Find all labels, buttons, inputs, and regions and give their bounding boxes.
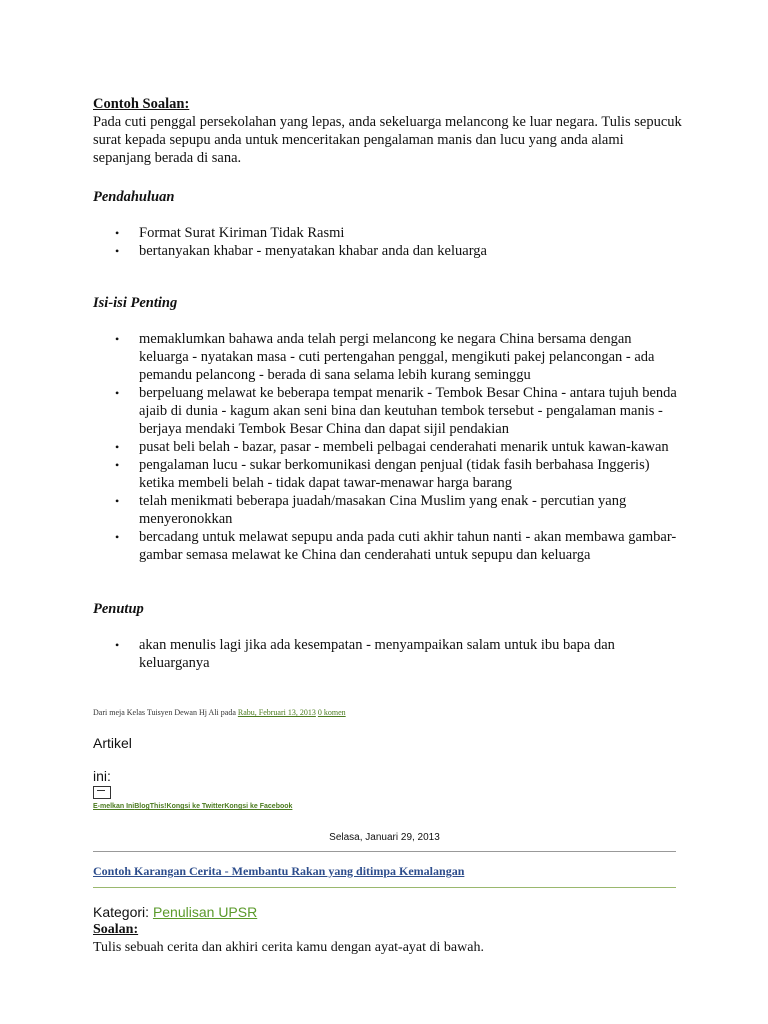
list-item: • berpeluang melawat ke beberapa tempat menarik - Tembok Besar China - antara tujuh benda ajaib di dunia - kagum akan seni bina dan keutuhan tembok tersebut - pengalaman manis - berjaya mendaki Tembok Besar China dan dapat sijil pendakian — [115, 385, 677, 437]
kategori-link[interactable]: Penulisan UPSR — [152, 904, 258, 920]
posted-by-text: Dari meja Kelas Tuisyen Dewan Hj Ali pada — [93, 708, 238, 717]
isi-list — [93, 330, 683, 564]
list-item: • telah menikmati beberapa juadah/masakan Cina Muslim yang enak - percutian yang menyeronokkan — [115, 493, 627, 527]
post-footer — [93, 708, 683, 718]
bullet-icon: • — [115, 530, 120, 544]
post-date-link[interactable]: Rabu, Februari 13, 2013 — [237, 708, 316, 717]
bullet-icon: • — [115, 244, 120, 258]
list-item: • pusat beli belah - bazar, pasar - membeli pelbagai cenderahati menarik untuk kawan-kawan — [115, 439, 669, 455]
question-text: Pada cuti penggal persekolahan yang lepas, anda sekeluarga melancong ke luar negara. Tulis sepucuk surat kepada sepupu anda untuk menceritakan pengalaman manis dan lucu yang anda alami sepanjang berada di sana. — [93, 114, 682, 166]
section-heading-penutup: Penutup — [93, 601, 144, 617]
kategori-label: Kategori: — [93, 904, 153, 920]
next-post-title — [93, 862, 676, 888]
bullet-icon: • — [115, 226, 120, 240]
bullet-icon: • — [115, 440, 120, 454]
bullet-icon: • — [115, 386, 120, 400]
artikel-label: Artikel — [93, 735, 132, 751]
list-item: • memaklumkan bahawa anda telah pergi melancong ke negara China bersama dengan keluarga - nyatakan masa - cuti pertengahan penggal, mengikuti pakej pelancongan - ada pemandu pelancong - berada di sana selama lebih kurang seminggu — [115, 331, 655, 383]
share-blogthis-link[interactable]: BlogThis! — [134, 803, 167, 810]
question-title: Contoh Soalan: — [93, 96, 190, 112]
comments-link[interactable]: 0 komen — [317, 708, 346, 717]
share-twitter-link[interactable]: Kongsi ke Twitter — [166, 803, 225, 810]
next-post-title-link[interactable]: Contoh Karangan Cerita - Membantu Rakan yang ditimpa Kemalangan — [93, 864, 465, 878]
share-links — [93, 802, 683, 811]
list-item: • akan menulis lagi jika ada kesempatan - menyampaikan salam untuk ibu bapa dan keluarganya — [115, 637, 615, 671]
soalan-text: Tulis sebuah cerita dan akhiri cerita kamu dengan ayat-ayat di bawah. — [93, 940, 484, 955]
soalan-label: Soalan: — [93, 922, 139, 937]
kategori-line — [93, 903, 683, 921]
next-post-date: Selasa, Januari 29, 2013 — [93, 829, 676, 852]
list-item: • bertanyakan khabar - menyatakan khabar anda dan keluarga — [115, 243, 487, 259]
bullet-icon: • — [115, 332, 120, 346]
pendahuluan-list — [93, 224, 683, 260]
document-page — [93, 95, 683, 957]
list-item: • pengalaman lucu - sukar berkomunikasi dengan penjual (tidak fasih berbahasa Inggeris) ketika membeli belah - tidak dapat tawar-menawar harga barang — [115, 457, 650, 491]
bullet-icon: • — [115, 638, 120, 652]
bullet-icon: • — [115, 458, 120, 472]
share-email-link[interactable]: E-melkan Ini — [93, 803, 135, 810]
penutup-list — [93, 636, 683, 672]
email-post-icon[interactable] — [93, 786, 111, 799]
bullet-icon: • — [115, 494, 120, 508]
section-heading-pendahuluan: Pendahuluan — [93, 189, 175, 205]
section-heading-isi: Isi-isi Penting — [93, 295, 178, 311]
list-item: • Format Surat Kiriman Tidak Rasmi — [115, 225, 345, 241]
share-facebook-link[interactable]: Kongsi ke Facebook — [224, 803, 293, 810]
ini-label: ini: — [93, 768, 111, 784]
list-item: • bercadang untuk melawat sepupu anda pada cuti akhir tahun nanti - akan membawa gambar-gambar semasa melawat ke China dan cenderahati untuk sepupu dan keluarga — [115, 529, 677, 563]
share-block — [93, 768, 683, 811]
